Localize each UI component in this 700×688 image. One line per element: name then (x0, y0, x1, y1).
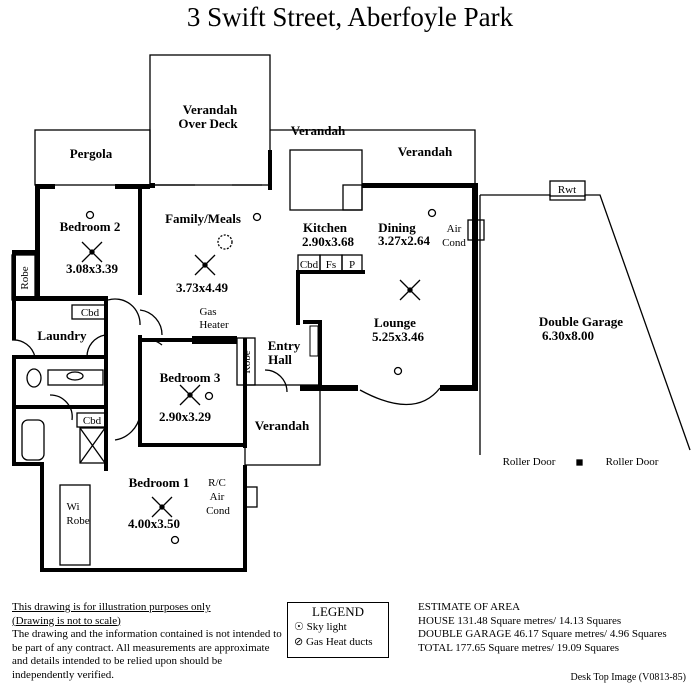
roller-door-label: Roller Door (605, 456, 659, 468)
wi-robe-label: Robe (66, 515, 90, 527)
legend-label: Sky light (306, 621, 347, 633)
room-label: Entry (267, 338, 301, 353)
rc-air-cond-label: Cond (206, 505, 230, 517)
room-label: Verandah (254, 418, 310, 433)
room-label: Over Deck (178, 116, 238, 131)
room-label: Lounge (374, 315, 416, 330)
room-label: Family/Meals (165, 211, 241, 226)
air-cond-label: Cond (442, 237, 466, 249)
gas-heater-label: Gas (199, 306, 217, 318)
air-cond-label: Air (446, 223, 462, 235)
room-label: Hall (268, 352, 292, 367)
room-size: 3.08x3.39 (66, 261, 118, 276)
legend-title: LEGEND (312, 604, 364, 619)
room-size: 3.73x4.49 (176, 280, 228, 295)
rc-air-cond-label: R/C (208, 477, 226, 489)
roller-door-label: Roller Door (502, 456, 556, 468)
wi-robe-label: Wi (66, 501, 80, 513)
room-size: 3.27x2.64 (378, 233, 430, 248)
room-label: Double Garage (538, 314, 624, 329)
rc-air-cond-label: Air (209, 491, 225, 503)
room-label: Dining (378, 220, 416, 235)
ceiling-fan-icon (400, 280, 420, 300)
room-label: Laundry (37, 328, 87, 343)
room-size: 4.00x3.50 (128, 516, 180, 531)
room-label: Bedroom 2 (59, 219, 121, 234)
room-label: Bedroom 3 (159, 370, 221, 385)
disclaimer (12, 601, 282, 682)
ceiling-fan-icon (82, 242, 102, 262)
room-label: Verandah (182, 102, 238, 117)
robe-label: Robe (19, 266, 31, 290)
room-size: 2.90x3.29 (159, 409, 211, 424)
room-label: Verandah (290, 123, 346, 138)
area-garage: DOUBLE GARAGE 46.17 Square metres/ 4.96 Squares (418, 628, 667, 640)
ceiling-fan-icon (180, 385, 200, 405)
sky-light-icon: ☉ (294, 621, 304, 633)
disclaimer-body: The drawing and the information contained is not intended to be part of any contract. All measurements are approximate and details intended to be relied upon should be independently verified. (12, 628, 282, 681)
legend (287, 602, 389, 658)
gas-heat-duct-icon: ⊘ (294, 636, 304, 648)
room-label: Kitchen (302, 220, 348, 235)
legend-label: Gas Heat ducts (305, 636, 373, 648)
disclaimer-line2: (Drawing is not to scale) (12, 614, 121, 627)
room-label: Pergola (69, 146, 113, 161)
gas-heater-label: Heater (199, 319, 229, 331)
cbd-label: Cbd (80, 307, 100, 319)
credit: Desk Top Image (V0813-85) (570, 672, 686, 683)
ceiling-fan-icon (195, 255, 215, 275)
pantry-label: P (348, 259, 356, 271)
robe-label: Robe (241, 350, 253, 374)
area-estimate (418, 601, 698, 655)
sky-light-icon (218, 235, 232, 249)
room-label: Bedroom 1 (128, 475, 190, 490)
cbd-label: Cbd (82, 415, 102, 427)
fs-label: Fs (325, 259, 337, 271)
room-label: Verandah (397, 144, 453, 159)
area-total: TOTAL 177.65 Square metres/ 19.09 Squares (418, 641, 620, 654)
disclaimer-line1: This drawing is for illustration purposes only (12, 601, 211, 613)
rwt-label: Rwt (557, 184, 577, 196)
area-heading: ESTIMATE OF AREA (418, 601, 521, 613)
area-house: HOUSE 131.48 Square metres/ 14.13 Squares (418, 614, 622, 627)
room-size: 5.25x3.46 (372, 329, 424, 344)
room-size: 6.30x8.00 (542, 328, 594, 343)
cbd-label: Cbd (299, 259, 319, 271)
page-title: 3 Swift Street, Aberfoyle Park (186, 2, 514, 32)
ceiling-fan-icon (152, 497, 172, 517)
room-size: 2.90x3.68 (302, 234, 354, 249)
legend-item (288, 635, 388, 650)
legend-item (288, 620, 388, 635)
